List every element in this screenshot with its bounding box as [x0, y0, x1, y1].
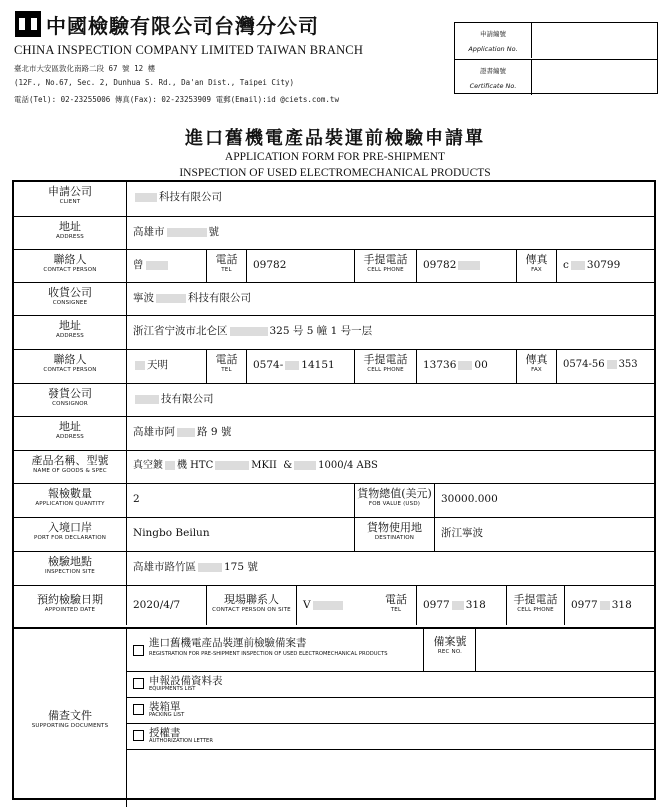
cell-label-zh: 手提電話 — [363, 253, 408, 266]
consignee-fax-label-zh: 傳真 — [525, 353, 548, 366]
quantity-value-row — [14, 483, 654, 517]
certificate-no-label-zh: 證書編號 — [480, 67, 506, 75]
destination-value: 浙江寧波 — [434, 518, 654, 551]
port-destination-row — [14, 517, 654, 551]
client-fax-value: c 30799 — [556, 250, 654, 282]
application-number-row — [455, 23, 657, 58]
site-contact-value: V — [296, 586, 376, 625]
goods-value-amount: 30000.000 — [434, 484, 654, 517]
company-address-zh: 臺北市大安區敦化南路二段 67 號 12 樓 — [14, 64, 156, 73]
client-tel-value: 09782 — [246, 250, 354, 282]
consignor-address-label-en: ADDRESS — [56, 434, 84, 440]
client-label-zh: 申請公司 — [48, 185, 92, 198]
site-tel-value: 0977 318 — [416, 586, 506, 625]
consignor-address-label-zh: 地址 — [59, 420, 81, 433]
contact-label-zh: 聯絡人 — [53, 253, 87, 266]
consignee-cell-value: 13736 00 — [416, 350, 516, 383]
supporting-documents-row — [14, 627, 654, 807]
quantity-label-en: APPLICATION QUANTITY — [35, 501, 105, 507]
fax-label-en: FAX — [531, 267, 542, 273]
client-contact-value: 曾 — [126, 250, 206, 282]
equipment-list-checkbox[interactable] — [133, 678, 144, 689]
client-address-value: 高雄市 號 — [126, 217, 654, 249]
consignee-address-label-zh: 地址 — [59, 319, 81, 332]
goods-value-label-zh: 貨物總值(美元) — [357, 487, 432, 500]
site-cell-label-zh: 手提電話 — [513, 593, 558, 606]
client-label-en: CLIENT — [59, 199, 81, 205]
site-label-en: INSPECTION SITE — [45, 569, 95, 575]
fax-label-zh: 傳真 — [525, 253, 548, 266]
form-title-en-line1: APPLICATION FORM FOR PRE-SHIPMENT — [224, 151, 446, 163]
client-cell-value: 09782 — [416, 250, 516, 282]
date-label-en: APPOINTED DATE — [44, 607, 96, 613]
goods-value-label-en: FOB VALUE (USD) — [368, 501, 421, 507]
date-label-zh: 預約檢驗日期 — [37, 593, 103, 606]
site-contact-label-zh: 現場聯系人 — [224, 593, 279, 606]
product-row — [14, 450, 654, 483]
address-label-zh: 地址 — [59, 220, 81, 233]
consignee-cell-label-en: CELL PHONE — [367, 367, 404, 373]
consignee-contact-label-zh: 聯絡人 — [53, 353, 87, 366]
consignee-tel-value: 0574- 14151 — [246, 350, 354, 383]
client-value: 科技有限公司 — [126, 182, 654, 216]
registration-checkbox[interactable] — [133, 645, 144, 656]
consignee-fax-value: 0574-56 353 — [556, 350, 654, 383]
doc-item-equipment-list: 申報設備資料表 EQUIPMENTS LIST — [127, 671, 654, 698]
client-row — [14, 182, 654, 216]
product-value: 真空鍍 機 HTC MKII & 1000/4 ABS — [126, 451, 654, 483]
destination-label-en: DESTINATION — [374, 535, 415, 541]
port-label-zh: 入境口岸 — [48, 521, 92, 534]
client-contact-row — [14, 249, 654, 282]
consignee-contact-value: 天明 — [126, 350, 206, 383]
consignee-address-row — [14, 315, 654, 349]
consignee-cell-label-zh: 手提電話 — [363, 353, 408, 366]
company-name-zh: 中國檢驗有限公司台灣分公司 — [46, 14, 319, 38]
consignee-label-zh: 收貨公司 — [48, 286, 92, 299]
site-tel-label-zh: 電話 — [385, 593, 407, 606]
company-address-en: (12F., No.67, Sec. 2, Dunhua S. Rd., Da'an Dist., Taipei City) — [14, 78, 294, 87]
record-no-label-en: REC NO. — [437, 649, 463, 655]
authorization-checkbox[interactable] — [133, 730, 144, 741]
destination-label-zh: 貨物使用地 — [367, 521, 422, 534]
doc-item-registration: 進口舊機電產品裝運前檢驗備案書 REGISTRATION FOR PRE-SHIPMENT INSPECTION OF USED ELECTROMECHANICAL PRODUCTS 備案號 REC NO. — [127, 629, 654, 672]
consignee-row — [14, 282, 654, 315]
supporting-label-zh: 備查文件 — [48, 709, 92, 722]
company-contact-line: 電話(Tel): 02-23255006 傳真(Fax): 02-23253909 電郵(Email):id @ciets.com.tw — [14, 95, 339, 104]
client-address-row — [14, 216, 654, 249]
inspection-site-row — [14, 551, 654, 585]
product-label-en: NAME OF GOODS & SPEC — [33, 468, 107, 474]
consignee-label-en: CONSIGNEE — [52, 300, 88, 306]
cell-label-en: CELL PHONE — [367, 267, 404, 273]
consignee-contact-label-en: CONTACT PERSON — [43, 367, 97, 373]
product-label-zh: 產品名稱、型號 — [31, 454, 109, 467]
quantity-value: 2 — [126, 484, 354, 517]
tel-label-zh: 電話 — [215, 253, 238, 266]
packing-list-checkbox[interactable] — [133, 704, 144, 715]
supporting-label-en: SUPPORTING DOCUMENTS — [31, 723, 109, 729]
consignor-address-row — [14, 416, 654, 450]
site-value: 高雄市路竹區 175 號 — [126, 552, 654, 585]
company-name-en: CHINA INSPECTION COMPANY LIMITED TAIWAN BRANCH — [14, 43, 364, 57]
consignor-label-zh: 發貨公司 — [48, 387, 92, 400]
form-title-zh: 進口舊機電產品裝運前檢驗申請單 — [185, 128, 485, 149]
site-cell-value: 0977 318 — [564, 586, 654, 625]
site-cell-label-en: CELL PHONE — [517, 607, 554, 613]
doc-item-packing-list: 裝箱單 PACKING LIST — [127, 697, 654, 724]
application-no-label-zh: 申請編號 — [480, 30, 506, 38]
site-contact-label-en: CONTACT PERSON ON SITE — [212, 607, 291, 613]
reference-numbers-box — [454, 22, 658, 94]
consignee-value: 寧波 科技有限公司 — [126, 283, 654, 315]
application-no-label-en: Application No. — [468, 45, 518, 53]
contact-label-en: CONTACT PERSON — [43, 267, 97, 273]
application-form-table — [12, 180, 656, 800]
consignee-fax-label-en: FAX — [531, 367, 542, 373]
consignee-tel-label-zh: 電話 — [215, 353, 238, 366]
company-logo — [14, 10, 42, 38]
consignee-address-label-en: ADDRESS — [56, 333, 84, 339]
consignor-row — [14, 383, 654, 416]
consignee-tel-label-en: TEL — [221, 367, 232, 373]
port-value: Ningbo Beilun — [126, 518, 354, 551]
doc-item-authorization: 授權書 AUTHORIZATION LETTER — [127, 723, 654, 750]
address-label-en: ADDRESS — [56, 234, 84, 240]
consignee-contact-row — [14, 349, 654, 383]
appointment-row — [14, 585, 654, 625]
date-value: 2020/4/7 — [126, 586, 206, 625]
consignor-address-value: 高雄市阿 路 9 號 — [126, 417, 654, 450]
quantity-label-zh: 報檢數量 — [48, 487, 92, 500]
consignor-value: 技有限公司 — [126, 384, 654, 416]
port-label-en: PORT FOR DECLARATION — [33, 535, 107, 541]
certificate-number-row — [455, 59, 657, 95]
record-no-label-zh: 備案號 — [433, 635, 467, 648]
tel-label-en: TEL — [221, 267, 232, 273]
form-title-en-line2: INSPECTION OF USED ELECTROMECHANICAL PRODUCTS — [179, 167, 491, 179]
certificate-no-label-en: Certificate No. — [469, 82, 517, 90]
site-tel-label-en: TEL — [390, 607, 402, 613]
supporting-documents-list — [126, 629, 654, 807]
consignee-address-value: 浙江省宁波市北仑区 325 号 5 幢 1 号一层 — [126, 316, 654, 349]
site-label-zh: 檢驗地點 — [48, 555, 92, 568]
consignor-label-en: CONSIGNOR — [52, 401, 88, 407]
